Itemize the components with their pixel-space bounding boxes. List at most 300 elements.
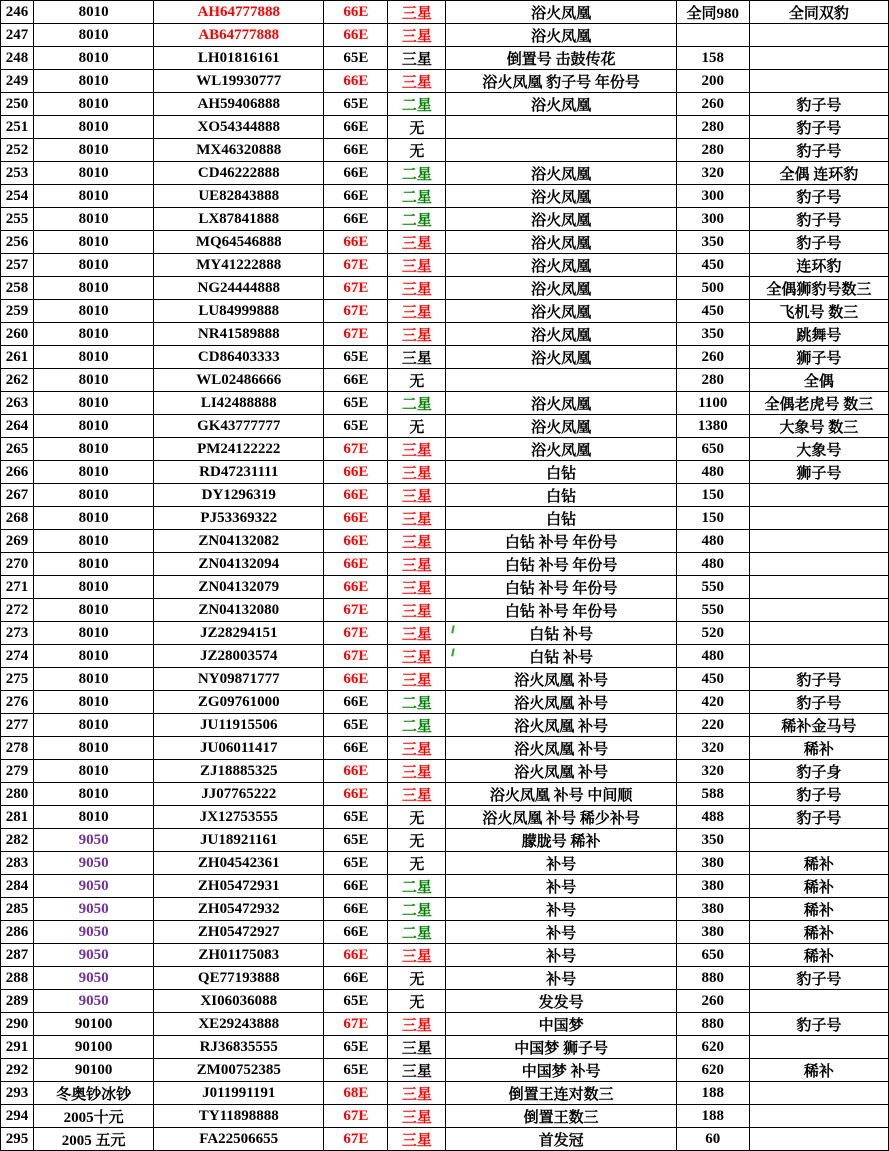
cell-note: 全偶狮豹号数三 (749, 277, 888, 300)
cell-description: 浴火凤凰 补号 (446, 737, 676, 760)
table-row (1, 507, 889, 530)
cell-code: 8010 (34, 507, 154, 530)
cell-description: 补号 (446, 852, 676, 875)
cell-serial: XO54344888 (154, 116, 324, 139)
table-row (1, 346, 889, 369)
cell-serial: JU06011417 (154, 737, 324, 760)
table-row (1, 829, 889, 852)
cell-grade: 67E (324, 645, 388, 668)
cell-code: 8010 (34, 415, 154, 438)
cell-code: 8010 (34, 24, 154, 47)
cell-star: 三星 (388, 944, 446, 967)
cell-star: 三星 (388, 1059, 446, 1082)
cell-price: 488 (676, 806, 749, 829)
cell-index: 272 (1, 599, 34, 622)
cell-index: 256 (1, 231, 34, 254)
cell-description: 白钻 (446, 461, 676, 484)
table-row (1, 24, 889, 47)
cell-code: 8010 (34, 277, 154, 300)
cell-index: 253 (1, 162, 34, 185)
cell-serial: MY41222888 (154, 254, 324, 277)
cell-description: 发发号 (446, 990, 676, 1013)
table-row (1, 116, 889, 139)
cell-note: 狮子号 (749, 461, 888, 484)
cell-grade: 65E (324, 806, 388, 829)
cell-description: 白钻 补号 年份号 (446, 553, 676, 576)
cell-serial: CD46222888 (154, 162, 324, 185)
cell-serial: JX12753555 (154, 806, 324, 829)
cell-grade: 66E (324, 553, 388, 576)
cell-description: 补号 (446, 921, 676, 944)
cell-star: 无 (388, 829, 446, 852)
cell-note: 豹子号 (749, 783, 888, 806)
cell-description: 补号 (446, 944, 676, 967)
cell-description: 白钻 补号 年份号 (446, 576, 676, 599)
cell-index: 263 (1, 392, 34, 415)
cell-serial: DY1296319 (154, 484, 324, 507)
cell-description (446, 369, 676, 392)
cell-grade: 66E (324, 369, 388, 392)
cell-code: 9050 (34, 875, 154, 898)
cell-index: 264 (1, 415, 34, 438)
cell-star: 无 (388, 116, 446, 139)
cell-note (749, 1128, 888, 1151)
cell-index: 291 (1, 1036, 34, 1059)
cell-price: 380 (676, 921, 749, 944)
cell-serial: JZ28294151 (154, 622, 324, 645)
cell-note: 飞机号 数三 (749, 300, 888, 323)
cell-note: 狮子号 (749, 346, 888, 369)
cell-serial: RJ36835555 (154, 1036, 324, 1059)
cell-code: 8010 (34, 116, 154, 139)
cell-grade: 67E (324, 254, 388, 277)
cell-note: 豹子号 (749, 139, 888, 162)
cell-grade: 66E (324, 461, 388, 484)
cell-price: 550 (676, 599, 749, 622)
cell-description: 浴火凤凰 (446, 1, 676, 24)
cell-description: 中国梦 狮子号 (446, 1036, 676, 1059)
cell-code: 9050 (34, 944, 154, 967)
cell-serial: XE29243888 (154, 1013, 324, 1036)
cell-note: 豹子号 (749, 208, 888, 231)
cell-star: 二星 (388, 691, 446, 714)
cell-serial: WL02486666 (154, 369, 324, 392)
cell-index: 259 (1, 300, 34, 323)
cell-code: 9050 (34, 898, 154, 921)
cell-grade: 65E (324, 990, 388, 1013)
cell-index: 295 (1, 1128, 34, 1151)
cell-grade: 65E (324, 392, 388, 415)
cell-star: 无 (388, 852, 446, 875)
cell-code: 8010 (34, 323, 154, 346)
cell-index: 286 (1, 921, 34, 944)
cell-index: 287 (1, 944, 34, 967)
cell-star: 三星 (388, 300, 446, 323)
cell-grade: 65E (324, 47, 388, 70)
cell-note: 稀补 (749, 1059, 888, 1082)
cell-price: 620 (676, 1059, 749, 1082)
table-row (1, 944, 889, 967)
cell-price: 320 (676, 162, 749, 185)
cell-grade: 67E (324, 1013, 388, 1036)
cell-description: 浴火凤凰 (446, 277, 676, 300)
cell-star: 三星 (388, 438, 446, 461)
cell-serial: JZ28003574 (154, 645, 324, 668)
cell-grade: 66E (324, 231, 388, 254)
cell-description: 白钻 补号 (446, 645, 676, 668)
cell-note: 跳舞号 (749, 323, 888, 346)
cell-grade: 66E (324, 967, 388, 990)
cell-code: 8010 (34, 530, 154, 553)
cell-note: 豹子身 (749, 760, 888, 783)
cell-description: 浴火凤凰 补号 (446, 691, 676, 714)
cell-code: 90100 (34, 1013, 154, 1036)
cell-code: 8010 (34, 392, 154, 415)
cell-note (749, 645, 888, 668)
cell-price: 480 (676, 553, 749, 576)
cell-index: 250 (1, 93, 34, 116)
cell-price: 320 (676, 737, 749, 760)
table-row (1, 461, 889, 484)
cell-star: 三星 (388, 645, 446, 668)
cell-grade: 67E (324, 599, 388, 622)
cell-description: 浴火凤凰 补号 稀少补号 (446, 806, 676, 829)
table-row (1, 484, 889, 507)
cell-price: 650 (676, 944, 749, 967)
cell-price: 550 (676, 576, 749, 599)
cell-star: 三星 (388, 1013, 446, 1036)
cell-index: 266 (1, 461, 34, 484)
cell-serial: PJ53369322 (154, 507, 324, 530)
cell-note (749, 1036, 888, 1059)
cell-serial: RD47231111 (154, 461, 324, 484)
cell-serial: MQ64546888 (154, 231, 324, 254)
cell-serial: QE77193888 (154, 967, 324, 990)
cell-description: 浴火凤凰 (446, 438, 676, 461)
cell-description: 浴火凤凰 (446, 323, 676, 346)
cell-index: 282 (1, 829, 34, 852)
cell-code: 8010 (34, 737, 154, 760)
table-row (1, 392, 889, 415)
cell-star: 三星 (388, 1128, 446, 1151)
table-row (1, 967, 889, 990)
cell-code: 8010 (34, 691, 154, 714)
cell-description: 浴火凤凰 补号 中间顺 (446, 783, 676, 806)
cell-index: 273 (1, 622, 34, 645)
cell-star: 无 (388, 415, 446, 438)
cell-description: 中国梦 (446, 1013, 676, 1036)
cell-index: 278 (1, 737, 34, 760)
cell-description: 白钻 补号 年份号 (446, 530, 676, 553)
cell-grade: 66E (324, 116, 388, 139)
cell-index: 294 (1, 1105, 34, 1128)
cell-code: 8010 (34, 553, 154, 576)
cell-index: 249 (1, 70, 34, 93)
cell-note (749, 829, 888, 852)
cell-star: 三星 (388, 277, 446, 300)
cell-price: 880 (676, 967, 749, 990)
cell-price: 450 (676, 668, 749, 691)
cell-description: 浴火凤凰 (446, 415, 676, 438)
cell-index: 269 (1, 530, 34, 553)
cell-code: 8010 (34, 438, 154, 461)
table-row (1, 714, 889, 737)
table-row (1, 783, 889, 806)
cell-star: 三星 (388, 507, 446, 530)
cell-code: 冬奥钞冰钞 (34, 1082, 154, 1105)
cell-price: 450 (676, 254, 749, 277)
cell-price: 520 (676, 622, 749, 645)
cell-note: 稀补 (749, 921, 888, 944)
cell-note: 大象号 数三 (749, 415, 888, 438)
cell-code: 9050 (34, 921, 154, 944)
cell-description: 浴火凤凰 (446, 208, 676, 231)
cell-code: 8010 (34, 139, 154, 162)
cell-price: 280 (676, 369, 749, 392)
cell-code: 8010 (34, 484, 154, 507)
cell-serial: LX87841888 (154, 208, 324, 231)
cell-note: 稀补 (749, 875, 888, 898)
cell-price: 260 (676, 346, 749, 369)
table-row (1, 668, 889, 691)
cell-grade: 65E (324, 415, 388, 438)
cell-serial: TY11898888 (154, 1105, 324, 1128)
table-row (1, 898, 889, 921)
cell-price: 650 (676, 438, 749, 461)
cell-grade: 66E (324, 507, 388, 530)
cell-index: 265 (1, 438, 34, 461)
cell-code: 8010 (34, 70, 154, 93)
cell-index: 247 (1, 24, 34, 47)
cell-description: 浴火凤凰 (446, 300, 676, 323)
table-row (1, 415, 889, 438)
cell-code: 8010 (34, 93, 154, 116)
cell-star: 三星 (388, 1082, 446, 1105)
cell-price: 480 (676, 461, 749, 484)
cell-star: 三星 (388, 254, 446, 277)
cell-index: 252 (1, 139, 34, 162)
cell-star: 三星 (388, 24, 446, 47)
cell-description: 浴火凤凰 (446, 24, 676, 47)
cell-note (749, 70, 888, 93)
cell-serial: ZG09761000 (154, 691, 324, 714)
cell-star: 三星 (388, 70, 446, 93)
cell-index: 276 (1, 691, 34, 714)
cell-serial: PM24122222 (154, 438, 324, 461)
cell-description (446, 139, 676, 162)
cell-price: 280 (676, 139, 749, 162)
cell-price: 350 (676, 231, 749, 254)
cell-price: 500 (676, 277, 749, 300)
cell-grade: 67E (324, 1105, 388, 1128)
table-row (1, 990, 889, 1013)
cell-star: 三星 (388, 461, 446, 484)
cell-price: 260 (676, 93, 749, 116)
cell-serial: ZN04132080 (154, 599, 324, 622)
cell-code: 8010 (34, 668, 154, 691)
cell-grade: 66E (324, 70, 388, 93)
cell-note (749, 576, 888, 599)
cell-grade: 67E (324, 622, 388, 645)
cell-grade: 66E (324, 139, 388, 162)
cell-price: 1100 (676, 392, 749, 415)
cell-code: 8010 (34, 1, 154, 24)
cell-note: 豹子号 (749, 668, 888, 691)
cell-serial: MX46320888 (154, 139, 324, 162)
cell-star: 二星 (388, 185, 446, 208)
cell-description: 白钻 补号 年份号 (446, 599, 676, 622)
cell-grade: 65E (324, 829, 388, 852)
cell-note: 稀补 (749, 852, 888, 875)
cell-note: 豹子号 (749, 967, 888, 990)
cell-serial: ZN04132082 (154, 530, 324, 553)
cell-code: 8010 (34, 346, 154, 369)
cell-code: 8010 (34, 300, 154, 323)
cell-star: 三星 (388, 346, 446, 369)
cell-serial: ZH05472932 (154, 898, 324, 921)
table-row (1, 369, 889, 392)
cell-description (446, 116, 676, 139)
cell-grade: 66E (324, 162, 388, 185)
cell-note: 豹子号 (749, 1013, 888, 1036)
cell-code: 9050 (34, 990, 154, 1013)
cell-index: 261 (1, 346, 34, 369)
cell-grade: 66E (324, 208, 388, 231)
table-row (1, 852, 889, 875)
cell-grade: 66E (324, 576, 388, 599)
table-row (1, 70, 889, 93)
cell-note: 豹子号 (749, 116, 888, 139)
cell-note: 全偶 连环豹 (749, 162, 888, 185)
cell-serial: NR41589888 (154, 323, 324, 346)
cell-star: 三星 (388, 783, 446, 806)
cell-serial: AB64777888 (154, 24, 324, 47)
cell-description: 浴火凤凰 (446, 185, 676, 208)
cell-grade: 68E (324, 1082, 388, 1105)
cell-price: 158 (676, 47, 749, 70)
table-row (1, 185, 889, 208)
cell-description: 浴火凤凰 补号 (446, 760, 676, 783)
cell-code: 8010 (34, 461, 154, 484)
table-row (1, 576, 889, 599)
cell-grade: 66E (324, 898, 388, 921)
cell-description: 浴火凤凰 (446, 231, 676, 254)
cell-serial: ZJ18885325 (154, 760, 324, 783)
cell-code: 8010 (34, 760, 154, 783)
table-row (1, 737, 889, 760)
cell-star: 三星 (388, 47, 446, 70)
cell-index: 271 (1, 576, 34, 599)
cell-note: 豹子号 (749, 806, 888, 829)
table-row (1, 1036, 889, 1059)
cell-grade: 66E (324, 737, 388, 760)
cell-index: 288 (1, 967, 34, 990)
cell-star: 二星 (388, 93, 446, 116)
cell-serial: LU84999888 (154, 300, 324, 323)
cell-grade: 66E (324, 668, 388, 691)
cell-price: 150 (676, 507, 749, 530)
cell-star: 三星 (388, 484, 446, 507)
cell-note (749, 507, 888, 530)
cell-serial: WL19930777 (154, 70, 324, 93)
cell-description: 倒置王连对数三 (446, 1082, 676, 1105)
cell-code: 90100 (34, 1036, 154, 1059)
cell-serial: JU18921161 (154, 829, 324, 852)
cell-code: 8010 (34, 599, 154, 622)
cell-grade: 67E (324, 1128, 388, 1151)
table-row (1, 921, 889, 944)
cell-note: 稀补 (749, 898, 888, 921)
cell-note: 豹子号 (749, 185, 888, 208)
cell-code: 8010 (34, 369, 154, 392)
cell-description: 白钻 补号 (446, 622, 676, 645)
cell-description: 浴火凤凰 (446, 162, 676, 185)
cell-serial: CD86403333 (154, 346, 324, 369)
cell-star: 三星 (388, 576, 446, 599)
cell-grade: 65E (324, 714, 388, 737)
cell-index: 257 (1, 254, 34, 277)
table-row (1, 1059, 889, 1082)
cell-star: 三星 (388, 231, 446, 254)
cell-code: 9050 (34, 967, 154, 990)
cell-note (749, 622, 888, 645)
cell-code: 2005 五元 (34, 1128, 154, 1151)
cell-index: 279 (1, 760, 34, 783)
table-row (1, 806, 889, 829)
table-row (1, 438, 889, 461)
table-row (1, 162, 889, 185)
cell-index: 258 (1, 277, 34, 300)
cell-grade: 67E (324, 323, 388, 346)
cell-serial: ZH04542361 (154, 852, 324, 875)
cell-code: 90100 (34, 1059, 154, 1082)
cell-grade: 66E (324, 760, 388, 783)
cell-price: 380 (676, 875, 749, 898)
cell-grade: 65E (324, 1036, 388, 1059)
cell-price: 380 (676, 852, 749, 875)
cell-index: 290 (1, 1013, 34, 1036)
cell-serial: ZH01175083 (154, 944, 324, 967)
cell-index: 254 (1, 185, 34, 208)
cell-star: 三星 (388, 599, 446, 622)
cell-index: 284 (1, 875, 34, 898)
cell-price: 300 (676, 185, 749, 208)
cell-price: 480 (676, 530, 749, 553)
cell-serial: AH59406888 (154, 93, 324, 116)
table-row (1, 1128, 889, 1151)
cell-index: 277 (1, 714, 34, 737)
cell-price (676, 24, 749, 47)
cell-description: 中国梦 补号 (446, 1059, 676, 1082)
cell-star: 无 (388, 967, 446, 990)
cell-code: 8010 (34, 622, 154, 645)
cell-description: 补号 (446, 898, 676, 921)
cell-note: 全偶老虎号 数三 (749, 392, 888, 415)
table-row (1, 645, 889, 668)
cell-code: 8010 (34, 806, 154, 829)
cell-price: 450 (676, 300, 749, 323)
cell-note (749, 990, 888, 1013)
cell-description: 补号 (446, 875, 676, 898)
cell-price: 全同980 (676, 1, 749, 24)
cell-price: 188 (676, 1082, 749, 1105)
cell-grade: 66E (324, 691, 388, 714)
cell-serial: JJ07765222 (154, 783, 324, 806)
cell-star: 无 (388, 806, 446, 829)
cell-grade: 66E (324, 783, 388, 806)
cell-index: 289 (1, 990, 34, 1013)
table-row (1, 760, 889, 783)
